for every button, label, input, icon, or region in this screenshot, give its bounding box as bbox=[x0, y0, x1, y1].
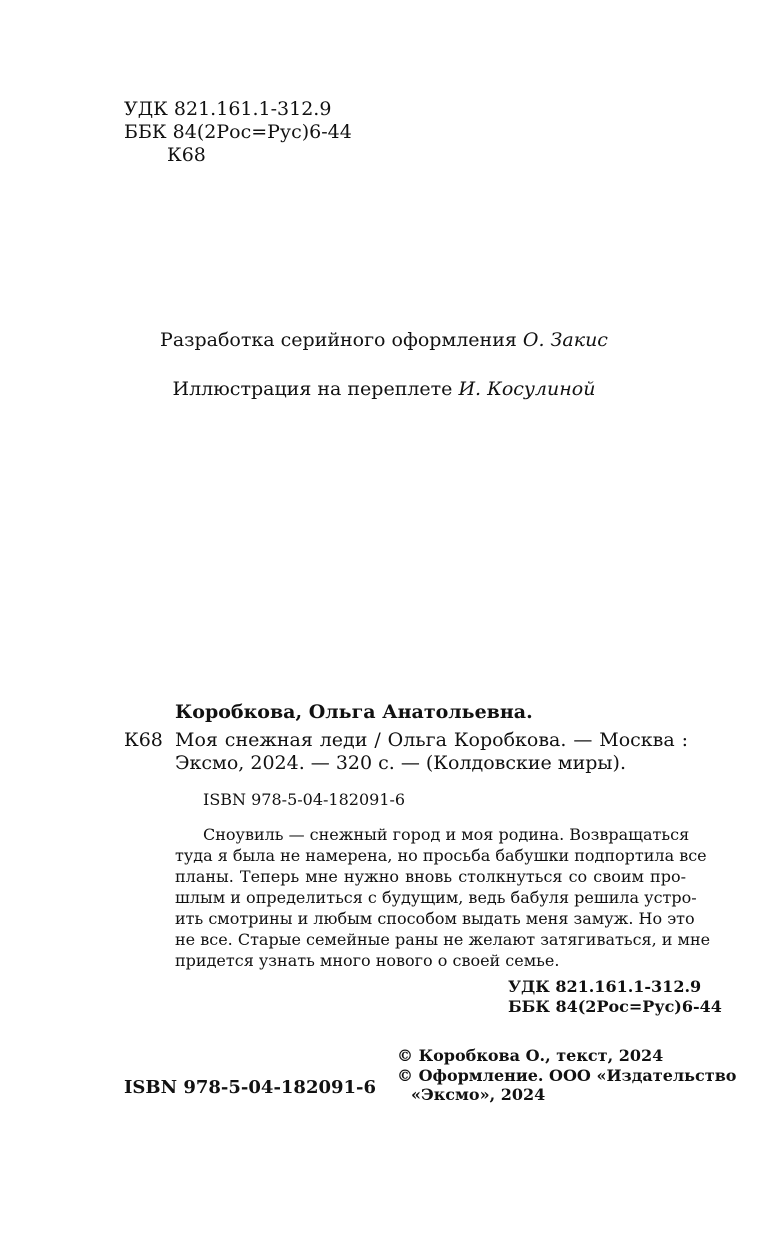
author-mark: К68 bbox=[167, 144, 206, 166]
copyright-design-cont: «Эксмо», 2024 bbox=[411, 1085, 546, 1104]
copyright-design: © Оформление. ООО «Издательство bbox=[397, 1066, 737, 1085]
footer-isbn: ISBN 978-5-04-182091-6 bbox=[124, 1077, 377, 1098]
bbk-code: ББК 84(2Рос=Рус)6-44 bbox=[124, 121, 352, 143]
udk-code: УДК 821.161.1-312.9 bbox=[124, 98, 332, 120]
series-design-credit bbox=[0, 329, 768, 352]
summary-udk-code: УДК 821.161.1-312.9 bbox=[508, 977, 702, 996]
bibliographic-mark: К68 bbox=[124, 729, 163, 751]
illustrator-name: И. Косулиной bbox=[458, 378, 596, 400]
copyright-text: © Коробкова О., текст, 2024 bbox=[397, 1046, 664, 1065]
series-designer-name: О. Закис bbox=[522, 329, 608, 351]
annotation-line: придется узнать много нового о своей семье. bbox=[175, 951, 560, 970]
annotation-line: не все. Старые семейные раны не желают затягиваться, и мне bbox=[175, 930, 711, 949]
description-line-1: Моя снежная леди / Ольга Коробкова. — Москва : bbox=[175, 729, 688, 751]
summary-bbk-code: ББК 84(2Рос=Рус)6-44 bbox=[508, 997, 722, 1016]
illustration-credit bbox=[0, 378, 768, 401]
description-line-2: Эксмо, 2024. — 320 с. — (Колдовские миры). bbox=[175, 752, 626, 774]
annotation-line: шлым и определиться с будущим, ведь бабуля решила устро- bbox=[175, 888, 697, 907]
annotation-line: Сноувиль — снежный город и моя родина. Возвращаться bbox=[203, 825, 690, 844]
annotation-line: планы. Теперь мне нужно вновь столкнуться со своим про- bbox=[175, 867, 686, 886]
illustration-label: Иллюстрация на переплете bbox=[172, 378, 459, 400]
bibliographic-isbn: ISBN 978-5-04-182091-6 bbox=[203, 790, 406, 809]
annotation-line: туда я была не намерена, но просьба бабушки подпортила все bbox=[175, 846, 707, 865]
annotation-line: ить смотрины и любым способом выдать меня замуж. Но это bbox=[175, 909, 695, 928]
author-heading: Коробкова, Ольга Анатольевна. bbox=[175, 701, 533, 723]
series-design-label: Разработка серийного оформления bbox=[160, 329, 523, 351]
